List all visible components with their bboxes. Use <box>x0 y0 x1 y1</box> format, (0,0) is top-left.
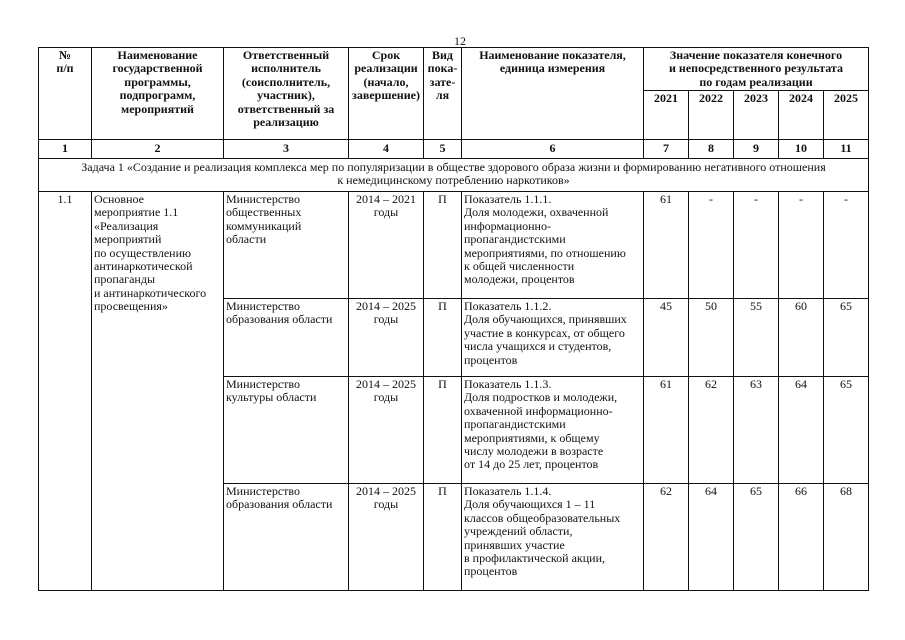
value-cell: 65 <box>734 483 779 590</box>
header-period: Срок реализации (начало, завершение) <box>349 48 424 140</box>
indicator-cell: Показатель 1.1.3. Доля подростков и молодежи, охваченной информационно- пропагандистскими мероприятиями, к общему числу молодежи в возрасте от 14 до 25 лет, процентов <box>462 376 644 483</box>
task-title: Задача 1 «Создание и реализация комплекса мер по популяризации в обществе здорового образа жизни и формированию негативного отношения к немедицинскому потреблению наркотиков» <box>39 158 869 191</box>
value-cell: 45 <box>644 298 689 376</box>
header-num: № п/п <box>39 48 92 140</box>
value-cell: - <box>689 191 734 298</box>
period-cell: 2014 – 2025 годы <box>349 298 424 376</box>
header-year: 2022 <box>689 91 734 140</box>
executor-cell: Министерство общественных коммуникаций области <box>224 191 349 298</box>
value-cell: 64 <box>779 376 824 483</box>
indicator-cell: Показатель 1.1.4. Доля обучающихся 1 – 11 классов общеобразовательных учреждений области, принявших участие в профилактической акции, процентов <box>462 483 644 590</box>
header-year: 2025 <box>824 91 869 140</box>
value-cell: 61 <box>644 191 689 298</box>
header-year: 2024 <box>779 91 824 140</box>
header-program-name: Наименование государственной программы, подпрограмм, мероприятий <box>92 48 224 140</box>
period-cell: 2014 – 2025 годы <box>349 483 424 590</box>
indicator-type-cell: П <box>424 298 462 376</box>
header-year: 2021 <box>644 91 689 140</box>
value-cell: 64 <box>689 483 734 590</box>
value-cell: 68 <box>824 483 869 590</box>
header-values-group: Значение показателя конечного и непосредственного результата по годам реализации <box>644 48 869 91</box>
column-number: 5 <box>424 140 462 158</box>
value-cell: 65 <box>824 298 869 376</box>
column-number: 4 <box>349 140 424 158</box>
value-cell: 61 <box>644 376 689 483</box>
column-number: 7 <box>644 140 689 158</box>
value-cell: 60 <box>779 298 824 376</box>
column-number: 3 <box>224 140 349 158</box>
value-cell: 50 <box>689 298 734 376</box>
indicator-cell: Показатель 1.1.2. Доля обучающихся, принявших участие в конкурсах, от общего числа учащихся и студентов, процентов <box>462 298 644 376</box>
indicator-type-cell: П <box>424 376 462 483</box>
indicator-type-cell: П <box>424 191 462 298</box>
executor-cell: Министерство образования области <box>224 483 349 590</box>
program-indicators-table <box>38 47 869 591</box>
value-cell: 63 <box>734 376 779 483</box>
table-row <box>39 191 869 298</box>
column-number: 8 <box>689 140 734 158</box>
value-cell: 62 <box>689 376 734 483</box>
column-number: 9 <box>734 140 779 158</box>
column-number: 2 <box>92 140 224 158</box>
task-row <box>39 158 869 191</box>
header-indicator-name: Наименование показателя, единица измерения <box>462 48 644 140</box>
value-cell: 62 <box>644 483 689 590</box>
header-indicator-type: Вид пока- зате- ля <box>424 48 462 140</box>
column-number: 10 <box>779 140 824 158</box>
indicator-cell: Показатель 1.1.1. Доля молодежи, охваченной информационно- пропагандистскими мероприятиями, по отношению к общей численности молодежи, процентов <box>462 191 644 298</box>
value-cell: 65 <box>824 376 869 483</box>
indicator-type-cell: П <box>424 483 462 590</box>
page-number: 12 <box>454 34 466 48</box>
period-cell: 2014 – 2025 годы <box>349 376 424 483</box>
value-cell: - <box>734 191 779 298</box>
column-numbers-row <box>39 140 869 158</box>
header-row <box>39 48 869 91</box>
value-cell: 55 <box>734 298 779 376</box>
column-number: 6 <box>462 140 644 158</box>
executor-cell: Министерство культуры области <box>224 376 349 483</box>
column-number: 11 <box>824 140 869 158</box>
header-year: 2023 <box>734 91 779 140</box>
value-cell: - <box>824 191 869 298</box>
period-cell: 2014 – 2021 годы <box>349 191 424 298</box>
value-cell: - <box>779 191 824 298</box>
activity-name: Основное мероприятие 1.1 «Реализация мероприятий по осуществлению антинаркотической пропаганды и антинаркотического просвещения» <box>92 191 224 590</box>
value-cell: 66 <box>779 483 824 590</box>
executor-cell: Министерство образования области <box>224 298 349 376</box>
header-executor: Ответственный исполнитель (соисполнитель, участник), ответственный за реализацию <box>224 48 349 140</box>
activity-number: 1.1 <box>39 191 92 590</box>
column-number: 1 <box>39 140 92 158</box>
